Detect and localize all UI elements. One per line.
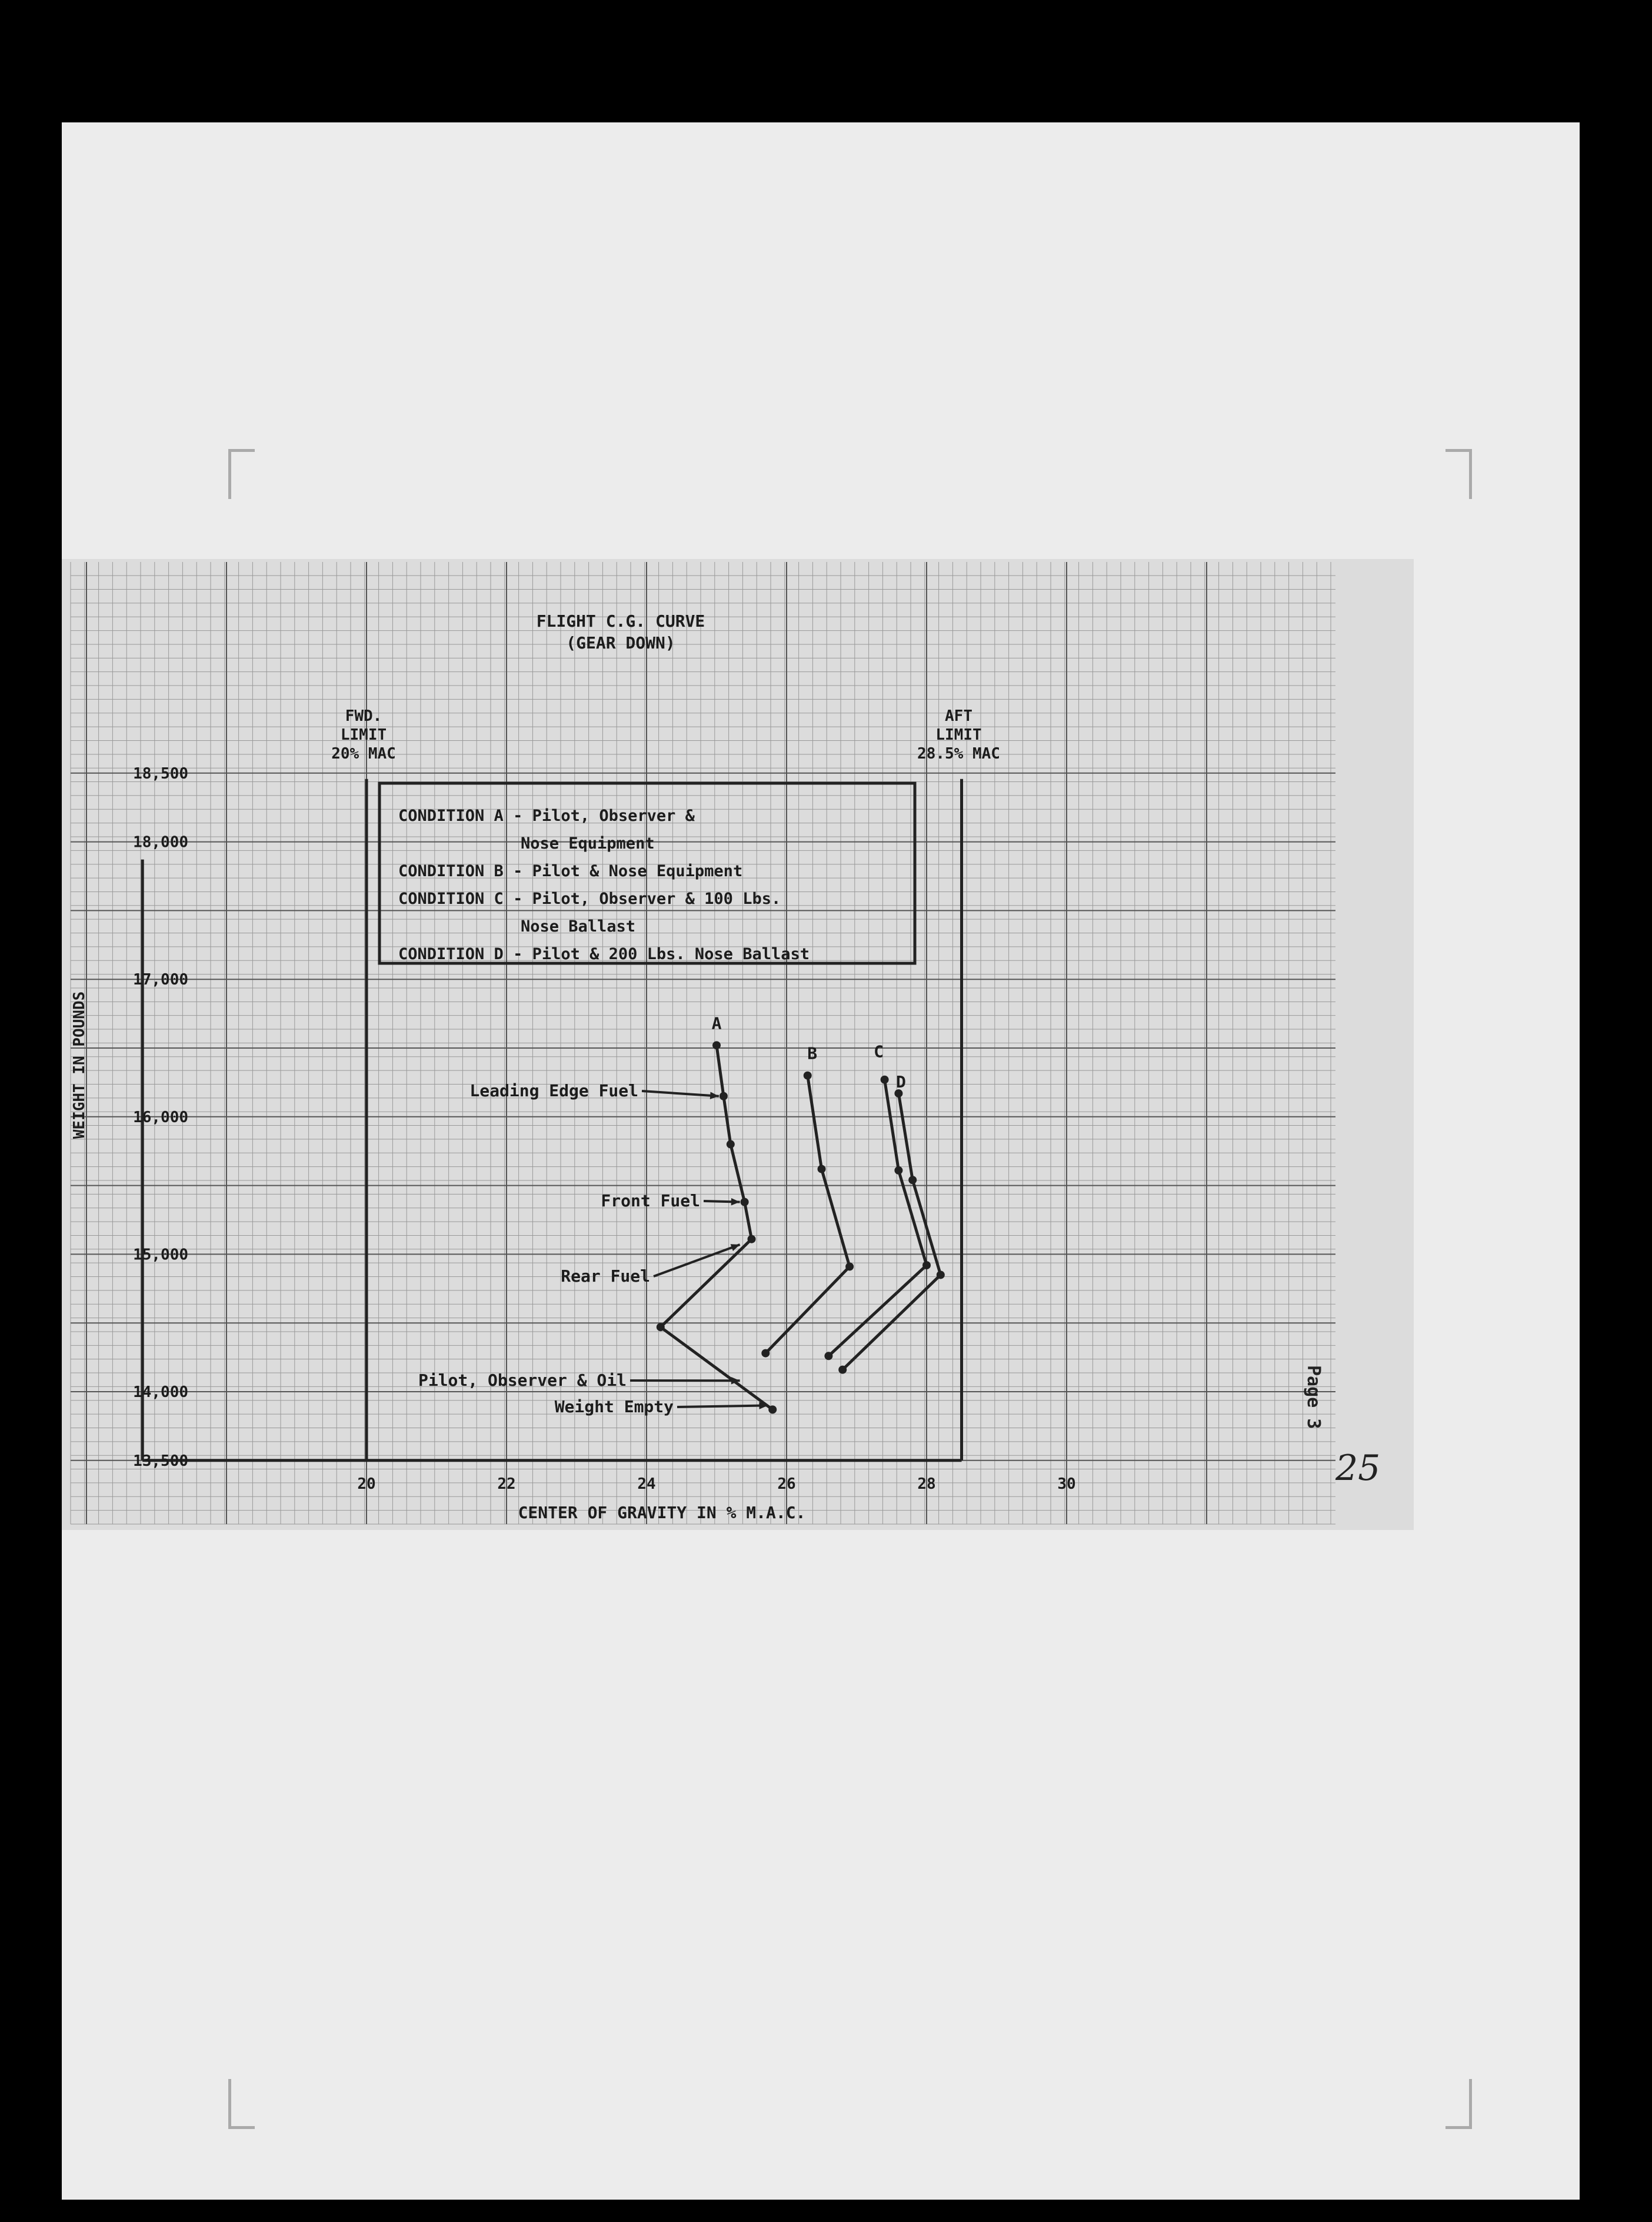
annotation-label: Leading Edge Fuel xyxy=(469,1081,638,1100)
series-line-a xyxy=(661,1045,772,1409)
annotation-label: Pilot, Observer & Oil xyxy=(418,1371,627,1390)
crop-mark-top-left xyxy=(228,449,255,499)
series xyxy=(657,1013,945,1413)
series-point-b xyxy=(845,1262,854,1270)
legend-line: Nose Equipment xyxy=(521,834,655,853)
legend-line: CONDITION C - Pilot, Observer & 100 Lbs. xyxy=(398,890,781,908)
annotation-arrow xyxy=(677,1405,768,1407)
series-point-a xyxy=(748,1235,756,1243)
annotation-arrow xyxy=(642,1091,719,1096)
legend-line: CONDITION D - Pilot & 200 Lbs. Nose Ballast xyxy=(398,945,810,963)
series-label-c: C xyxy=(874,1042,884,1062)
y-tick-label: 18,500 xyxy=(133,764,188,783)
x-tick-label: 26 xyxy=(777,1475,796,1493)
series-point-a xyxy=(712,1041,721,1049)
legend-line: CONDITION B - Pilot & Nose Equipment xyxy=(398,862,743,880)
series-point-c xyxy=(824,1352,832,1360)
series-point-b xyxy=(761,1349,770,1358)
y-tick-label: 15,000 xyxy=(133,1246,188,1264)
y-tick-label: 14,000 xyxy=(133,1383,188,1401)
series-point-a xyxy=(741,1198,749,1206)
cg-chart xyxy=(62,559,1414,1530)
limit-lines xyxy=(367,779,962,1461)
series-point-b xyxy=(818,1165,826,1173)
series-label-b: B xyxy=(807,1043,818,1063)
x-tick-label: 20 xyxy=(357,1475,376,1493)
series-point-a xyxy=(720,1092,728,1100)
series-point-c xyxy=(894,1166,902,1175)
series-label-d: D xyxy=(895,1072,906,1092)
series-point-a xyxy=(657,1323,665,1331)
x-axis-title: CENTER OF GRAVITY IN % M.A.C. xyxy=(518,1503,806,1522)
legend-line: CONDITION A - Pilot, Observer & xyxy=(398,807,695,825)
annotation-label: Front Fuel xyxy=(601,1191,700,1210)
x-tick-label: 30 xyxy=(1057,1475,1076,1493)
series-point-d xyxy=(908,1176,917,1184)
handwritten-mark: 25 xyxy=(1335,1448,1381,1489)
x-tick-label: 24 xyxy=(637,1475,656,1493)
crop-mark-top-right xyxy=(1446,449,1472,499)
page-number-label: Page 3 xyxy=(1303,1365,1324,1429)
aft-limit-label: LIMIT xyxy=(935,726,982,744)
x-tick-label: 28 xyxy=(917,1475,936,1493)
y-tick-label: 17,000 xyxy=(133,971,188,989)
series-point-a xyxy=(768,1405,777,1413)
fwd-limit-label: FWD. xyxy=(345,707,382,725)
legend-line: Nose Ballast xyxy=(521,917,636,936)
fwd-limit-label: 20% MAC xyxy=(331,745,396,763)
y-tick-label: 16,000 xyxy=(133,1108,188,1126)
series-point-a xyxy=(727,1140,735,1149)
annotation-label: Weight Empty xyxy=(554,1397,674,1416)
annotation-arrowhead xyxy=(731,1198,740,1205)
annotation-label: Rear Fuel xyxy=(561,1266,650,1286)
crop-mark-bottom-right xyxy=(1446,2079,1472,2129)
aft-limit-label: 28.5% MAC xyxy=(917,745,1000,763)
series-label-a: A xyxy=(711,1013,722,1033)
y-tick-label: 18,000 xyxy=(133,833,188,851)
series-point-b xyxy=(804,1072,812,1080)
crop-mark-bottom-left xyxy=(228,2079,255,2129)
x-tick-label: 22 xyxy=(497,1475,516,1493)
series-point-d xyxy=(937,1270,945,1279)
y-axis-title: WEIGHT IN POUNDS xyxy=(71,991,88,1139)
chart-subtitle: (GEAR DOWN) xyxy=(566,633,675,653)
series-point-c xyxy=(881,1076,889,1084)
series-line-c xyxy=(828,1080,927,1356)
fwd-limit-label: LIMIT xyxy=(340,726,387,744)
aft-limit-label: AFT xyxy=(945,707,972,725)
series-point-c xyxy=(922,1261,931,1269)
chart-title: FLIGHT C.G. CURVE xyxy=(536,611,705,631)
series-point-d xyxy=(838,1366,847,1374)
y-tick-label: 13,500 xyxy=(133,1452,188,1470)
